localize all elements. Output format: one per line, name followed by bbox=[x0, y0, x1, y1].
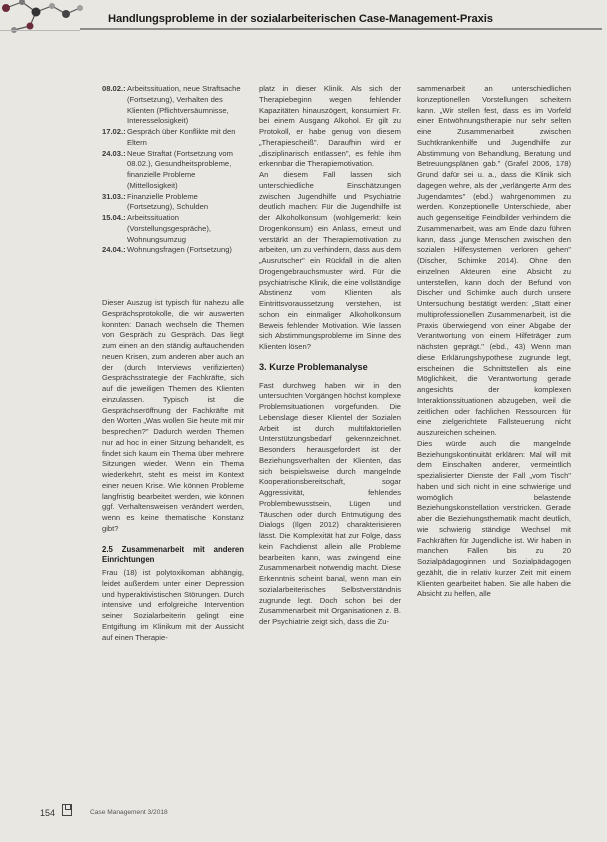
entry-date: 31.03.: bbox=[102, 191, 126, 201]
entry-date: 08.02.: bbox=[102, 84, 126, 93]
entry-text: Finanzielle Probleme (Fortsetzung), Schulden bbox=[127, 191, 209, 212]
journal-name: Case Management 3/2018 bbox=[90, 809, 168, 816]
column-1 bbox=[102, 84, 244, 643]
body-paragraph: An diesem Fall lassen sich unterschiedliche Einschätzungen zwischen Jugendhilfe und Psychiatrie deutlich machen: Für die Jugendhilfe ist der Alkoholkonsum (wohlgemerkt: kein Drogenkonsum) ein Anlass, erneut und verstärkt an der Therapiemotivation zu arbeiten, um zu verhindern, dass aus dem „Ausrutscher" ein Rückfall in die alten Drogengebrauchsmuster wird. Für die psychiatrische Klinik, die eine vollständige Abstinenz vom Klienten als Eintrittsvoraussetzung verstehen, ist schon ein einmaliger Alkoholkonsum Beweis fehlender Motivation. Wie lassen sich Abstimmungsprobleme im Sinne des Klienten lösen? bbox=[259, 170, 401, 351]
body-paragraph: platz in dieser Klinik. Als sich der Therapiebeginn wegen fehlender Kapazitäten hinauszögert, konsumiert Fr. bei einem Ausgang Alkohol. Er gilt zu Protokoll, er habe genug von diesem „Therapiescheiß". Daraufhin wird er „disziplinarisch entlassen", es fehle ihm erkennbar die Therapiemotivation. bbox=[259, 84, 401, 169]
entry-text: Neue Straftat (Fortsetzung vom 08.02.), Gesundheitsprobleme, finanzielle Probleme (Mittellosigkeit) bbox=[127, 148, 233, 190]
entry-text: Gespräch über Konflikte mit den Eltern bbox=[127, 127, 236, 147]
body-paragraph: Fast durchweg haben wir in den untersuchten Vorgängen höchst komplexe Problemsituationen vorgefunden. Die Lebenslage dieser Klientel der Sozialen Arbeit ist durch multifaktoriellen Unterstützungsbedarf gekennzeichnet. Besonders herausgefordert ist der Beziehungsverhalten der Klienten, das sich beispielsweise durch mangelnde Kooperationsbereitschaft, sogar Aggressivität, fehlendes Problembewusstsein, Lügen und Täuschen oder durch Entmutigung des Dialogs (Ilgen 2012) charakterisieren lässt. Die Komplexität hat zur Folge, dass kein Fachdienst allein alle Probleme bearbeiten kann, was zwingend eine Zusammenarbeit notwendig macht. Diese Erkenntnis scheint banal, wenn man ein sozialarbeiterisches Selbstverständnis zugrunde legt. Doch schon bei der Zusammenarbeit mit Organisationen z. B. der Psychiatrie zeigt sich, dass die Zu- bbox=[259, 380, 401, 626]
column-3 bbox=[417, 84, 571, 600]
page-header-title: Handlungsprobleme in der sozialarbeiterischen Case-Management-Praxis bbox=[108, 13, 493, 25]
entry-text: Arbeitssituation (Vorstellungsgespräche), Wohnungsumzug bbox=[127, 213, 211, 244]
date-entry bbox=[102, 127, 244, 149]
entry-date: 24.03.: bbox=[102, 148, 126, 158]
body-paragraph: Frau (18) ist polytoxikoman abhängig, leidet außerdem unter einer Depression und hyperaktivistischen Störungen. Durch intensive und erfolgreiche Intervention seiner Sozialarbeiterin gelingt eine Entgiftung im Klinikum mit der Aussicht auf einen Therapie- bbox=[102, 568, 244, 642]
entry-date: 24.04.: bbox=[102, 245, 126, 255]
date-entry bbox=[102, 149, 244, 192]
entry-text: Wohnungsfragen (Fortsetzung) bbox=[127, 245, 232, 255]
date-entry bbox=[102, 192, 244, 214]
date-entry bbox=[102, 213, 244, 245]
entry-text: Arbeitssituation, neue Straftsache (Fortsetzung), Verhalten des Klienten (Pflichtversäumnisse, Interesselosigkeit) bbox=[127, 84, 241, 126]
entry-date: 17.02.: bbox=[102, 127, 126, 136]
body-paragraph: Dies würde auch die mangelnde Beziehungskontinuität erklären: Mal will mit dem Einschalten anderer, vermeintlich spezialisierter Dienste der Fall „vom Tisch" haben und sich nicht in eine schwierige und womöglich belastende Beziehungskonstellation verstricken. Gerade aber die Beziehungsthematik macht deutlich, wie schwierig ständige Wechsel mit Fachkräften für Jugendliche ist. Wir haben in manchen Fällen bis zu 20 Sozialpädagoginnen und Sozialpädagogen gezählt, die in relativ kurzer Zeit mit einem Klienten gearbeitet haben. Sie alle haben die Absicht zu helfen, alle bbox=[417, 438, 571, 599]
section-heading: 3. Kurze Problemanalyse bbox=[259, 361, 368, 372]
date-entry bbox=[102, 245, 244, 256]
bookmark-icon bbox=[62, 804, 72, 816]
body-paragraph: sammenarbeit an unterschiedlichen konzeptionellen Vorstellungen scheitern kann. „Wir stellen fest, dass es im Vorfeld einer Entwöhnungstherapie nur sehr selten eine Zusammenarbeit zwischen Suchtkrankenhilfe und Jugendhilfe zur Abstimmung von Behandlung, Beratung und Betreuungsplänen gab." (Grafel 2006, 178) Grund dafür sei u. a., dass die Klinik sich dagegen wehre, als der „verlängerte Arm des Jugendamtes" (ebd.) wahrgenommen zu werden. Konzeptionelle Unterschiede, aber auch gegenseitige Feindbilder verhindern die Zusammenarbeit, was am Ende dazu führen kann, dass „junge Menschen zwischen den sozialen Hilfesystemen verloren gehen" (Discher, Schimke 2014). Ohne den einzelnen Akteuren eine Absicht zu unterstellen, kann doch der Befund von Discher und Schimke auch durch unsere Untersuchung bestätigt werden: „Statt einer multiprofessionellen Zusammenarbeit, ist die Praxis überwiegend von einer Abgabe der Verantwortung von einem Hilfeträger zum nächsten geprägt." (ebd., 43) Wenn man diese Erklärungshypothese zugrunde legt, erscheinen die Schnittstellen als eine Möglichkeit, die Verantwortung gerade angesichts der komplexen Interaktionssituationen abzugeben, weil die zeitlichen oder fachlichen Ressourcen für eine zielgerichtete Fallsteuerung nicht auszureichen scheinen. bbox=[417, 84, 571, 437]
header-rule bbox=[80, 28, 602, 30]
body-paragraph: Dieser Auszug ist typisch für nahezu alle Gesprächsprotokolle, die wir auswerten konnten: Danach wechseln die Themen von Gespräch zu Gespräch. Das liegt zum einen an den ständig auftauchenden neuen Krisen, zum anderen aber auch an der (durch Interviews verifizierten) Gesprächsstrategie der Fachkräfte, sich auf die jeweiligen Themen des Klienten einzulassen. Typisch ist die Gesprächseröffnung der Fachkräfte mit den Worten „Was wollen Sie heute mit mir besprechen?" Dadurch werden Themen nur ad hoc in einer Sitzung behandelt, es findet sich kaum ein Thema über mehrere Sitzungen wieder. Wenn ein Thema wiederkehrt, steht es meist im Kontext einer neuen Krise. Wie können Probleme langfristig bearbeitet werden, wie können ggf. Verhaltensweisen verändert werden, wenn es keine thematische Konstanz gibt? bbox=[102, 298, 244, 533]
column-2 bbox=[259, 84, 401, 628]
section-heading: 2.5 Zusammenarbeit mit anderen Einrichtungen bbox=[102, 544, 244, 565]
header-rule-left bbox=[0, 30, 80, 31]
date-list bbox=[102, 84, 244, 256]
page-number: 154 bbox=[40, 808, 56, 818]
molecule-decoration-icon bbox=[0, 0, 90, 48]
date-entry bbox=[102, 84, 244, 127]
entry-date: 15.04.: bbox=[102, 213, 126, 222]
